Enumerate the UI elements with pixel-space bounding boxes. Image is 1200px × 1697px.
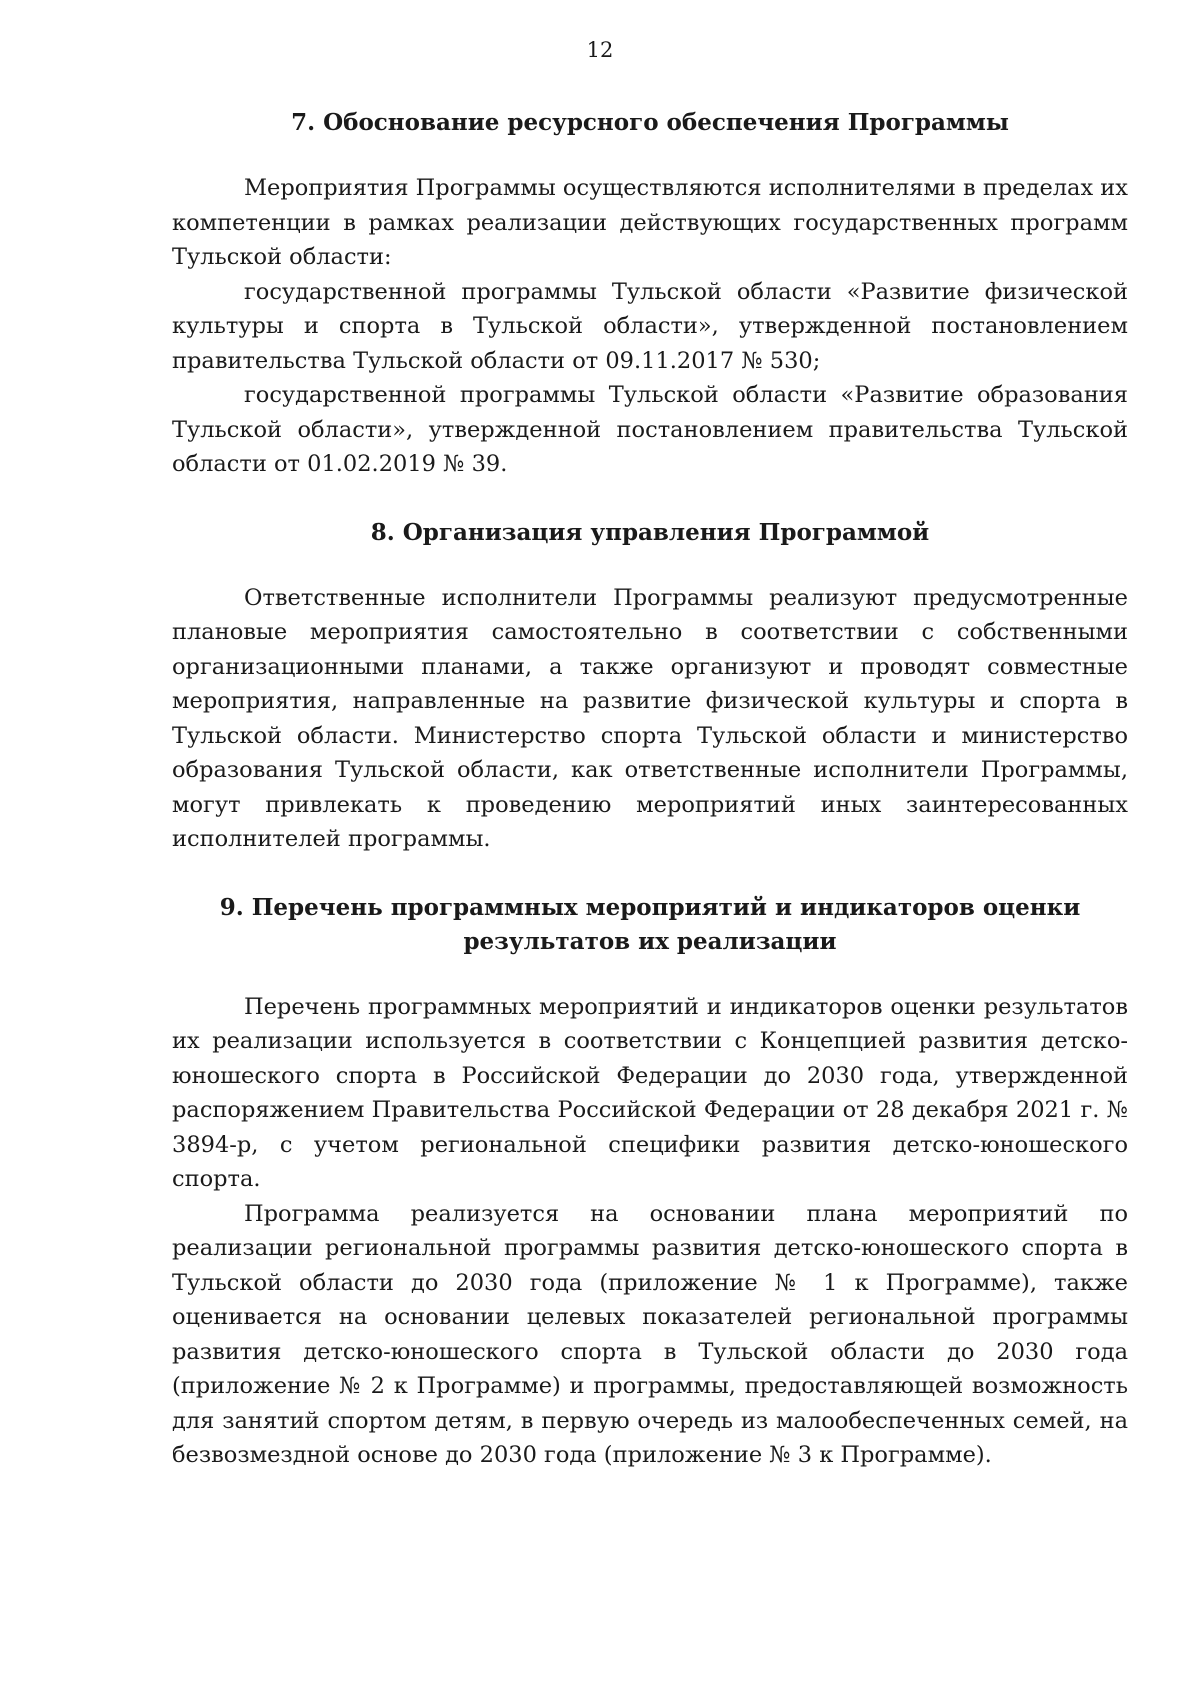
section-9-heading-line-1: 9. Перечень программных мероприятий и индикаторов оценки xyxy=(219,893,1081,921)
section-8 xyxy=(172,516,1128,857)
section-8-heading: 8. Организация управления Программой xyxy=(370,518,930,546)
page-content xyxy=(172,106,1128,1473)
section-9-paragraph-1: Перечень программных мероприятий и индикаторов оценки результатов их реализации используется в соответствии с Концепцией развития детско-юношеского спорта в Российской Федерации до 2030 года, утвержденной распоряжением Правительства Российской Федерации от 28 декабря 2021 г. № 3894-р, с учетом региональной специфики развития детско-юношеского спорта. xyxy=(172,993,1128,1192)
section-7-paragraph-1: Мероприятия Программы осуществляются исполнителями в пределах их компетенции в рамках реализации действующих государственных программ Тульской области: xyxy=(172,175,1128,270)
section-8-paragraph-1: Ответственные исполнители Программы реализуют предусмотренные плановые мероприятия самостоятельно в соответствии с собственными организационными планами, а также организуют и проводят совместные мероприятия, направленные на развитие физической культуры и спорта в Тульской области. Министерство спорта Тульской области и министерство образования Тульской области, как ответственные исполнители Программы, могут привлекать к проведению мероприятий иных заинтересованных исполнителей программы. xyxy=(172,584,1128,852)
section-7 xyxy=(172,106,1128,482)
section-7-paragraph-2: государственной программы Тульской области «Развитие физической культуры и спорта в Тульской области», утвержденной постановлением правительства Тульской области от 09.11.2017 № 530; xyxy=(172,278,1128,374)
section-9-heading xyxy=(172,891,1128,959)
section-7-heading: 7. Обоснование ресурсного обеспечения Программы xyxy=(291,109,1009,136)
section-9 xyxy=(172,891,1128,1473)
section-9-paragraph-2: Программа реализуется на основании плана мероприятий по реализации региональной программы развития детско-юношеского спорта в Тульской области до 2030 года (приложение № 1 к Программе), также оценивается на основании целевых показателей региональной программы развития детско-юношеского спорта в Тульской области до 2030 года (приложение № 2 к Программе) и программы, предоставляющей возможность для занятий спортом детям, в первую очередь из малообеспеченных семей, на безвозмездной основе до 2030 года (приложение № 3 к Программе). xyxy=(172,1200,1128,1468)
page-number: 12 xyxy=(586,38,614,62)
section-9-heading-line-2: результатов их реализации xyxy=(463,927,837,955)
section-7-paragraph-3: государственной программы Тульской области «Развитие образования Тульской области», утвержденной постановлением правительства Тульской области от 01.02.2019 № 39. xyxy=(172,382,1128,477)
